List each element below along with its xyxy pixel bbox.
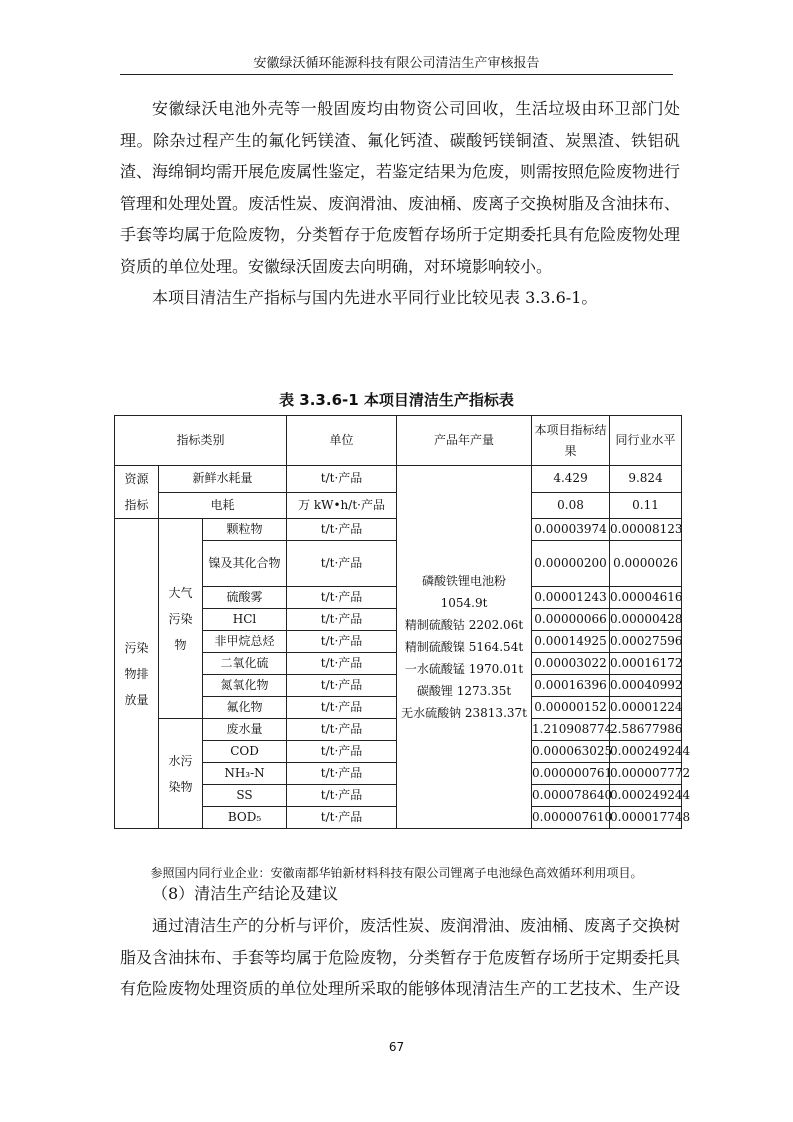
project-value-cell: 0.00014925 bbox=[532, 631, 610, 653]
project-value-cell: 0.00003974 bbox=[532, 519, 610, 541]
unit-cell: t/t·产品 bbox=[287, 631, 397, 653]
industry-value-cell: 0.000249244 bbox=[610, 741, 682, 763]
unit-cell: t/t·产品 bbox=[287, 741, 397, 763]
industry-value-cell: 0.0000026 bbox=[610, 541, 682, 587]
industry-value-cell: 0.11 bbox=[610, 492, 682, 519]
product-output-line: 精制硫酸镍 5164.54t bbox=[404, 640, 524, 654]
indicator-name: 氮氧化物 bbox=[203, 675, 287, 697]
section-heading: （8）清洁生产结论及建议 bbox=[152, 884, 339, 903]
project-value-cell: 0.000063025 bbox=[532, 741, 610, 763]
table-caption: 表 3.3.6-1 本项目清洁生产指标表 bbox=[279, 391, 514, 409]
project-value-cell: 4.429 bbox=[532, 466, 610, 493]
indicator-name: 氟化物 bbox=[203, 697, 287, 719]
project-value-cell: 0.00000200 bbox=[532, 541, 610, 587]
project-value-cell: 0.00003022 bbox=[532, 653, 610, 675]
indicator-name: 颗粒物 bbox=[203, 519, 287, 541]
project-value-cell: 1.210908774 bbox=[532, 719, 610, 741]
group-water: 水污染物 bbox=[159, 719, 203, 829]
project-value-cell: 0.00001243 bbox=[532, 587, 610, 609]
project-value-cell: 0.08 bbox=[532, 492, 610, 519]
industry-value-cell: 9.824 bbox=[610, 466, 682, 493]
industry-value-cell: 0.000007772 bbox=[610, 763, 682, 785]
indicator-name: 镍及其化合物 bbox=[203, 541, 287, 587]
indicator-name: NH₃-N bbox=[203, 763, 287, 785]
project-value-cell: 0.00000152 bbox=[532, 697, 610, 719]
group-resource: 资源指标 bbox=[115, 466, 159, 519]
product-output-line: 磷酸铁锂电池粉 bbox=[422, 574, 507, 588]
unit-cell: t/t·产品 bbox=[287, 763, 397, 785]
unit-cell: 万 kW•h/t·产品 bbox=[287, 492, 397, 519]
industry-value-cell: 0.00001224 bbox=[610, 697, 682, 719]
paragraph-solid-waste: 安徽绿沃电池外壳等一般固废均由物资公司回收，生活垃圾由环卫部门处理。除杂过程产生的氟化钙镁渣、氟化钙渣、碳酸钙镁铜渣、炭黑渣、铁铝矾渣、海绵铜均需开展危废属性鉴定，若鉴定结果为危废，则需按照危险废物进行管理和处理处置。废活性炭、废润滑油、废油桶、废离子交换树脂及含油抹布、手套等均属于危险废物，分类暂存于危废暂存场所于定期委托具有危险废物处理资质的单位处理。安徽绿沃固废去向明确，对环境影响较小。 bbox=[120, 99, 681, 276]
header-output: 产品年产量 bbox=[397, 416, 532, 466]
product-output-line: 精制硫酸钴 2202.06t bbox=[404, 618, 524, 632]
paragraph-conclusion: 通过清洁生产的分析与评价，废活性炭、废润滑油、废油桶、废离子交换树脂及含油抹布、手套等均属于危险废物，分类暂存于危废暂存场所于定期委托具有危险废物处理资质的单位处理所采取的能够体现清洁生产的工艺技术、生产设 bbox=[120, 916, 681, 998]
table-note: 参照国内同行业企业：安徽南都华铂新材料科技有限公司锂离子电池绿色高效循环利用项目。 bbox=[150, 866, 643, 880]
indicator-name: 硫酸雾 bbox=[203, 587, 287, 609]
product-output-line: 无水硫酸钠 23813.37t bbox=[401, 706, 527, 720]
product-output-line: 一水硫酸锰 1970.01t bbox=[404, 662, 524, 676]
project-value-cell: 0.00000066 bbox=[532, 609, 610, 631]
project-value-cell: 0.00016396 bbox=[532, 675, 610, 697]
unit-cell: t/t·产品 bbox=[287, 785, 397, 807]
industry-value-cell: 2.58677986 bbox=[610, 719, 682, 741]
industry-value-cell: 0.00040992 bbox=[610, 675, 682, 697]
paragraph-table-intro: 本项目清洁生产指标与国内先进水平同行业比较见表 3.3.6-1。 bbox=[152, 288, 598, 307]
industry-value-cell: 0.000017748 bbox=[610, 807, 682, 829]
group-air: 大气污染物 bbox=[159, 519, 203, 719]
unit-cell: t/t·产品 bbox=[287, 609, 397, 631]
indicator-name: 废水量 bbox=[203, 719, 287, 741]
header-project-result: 本项目指标结果 bbox=[532, 416, 610, 466]
page-number: 67 bbox=[388, 1040, 405, 1054]
unit-cell: t/t·产品 bbox=[287, 466, 397, 493]
industry-value-cell: 0.00016172 bbox=[610, 653, 682, 675]
header-unit: 单位 bbox=[287, 416, 397, 466]
indicator-name: SS bbox=[203, 785, 287, 807]
indicator-name: 新鲜水耗量 bbox=[159, 466, 287, 493]
unit-cell: t/t·产品 bbox=[287, 653, 397, 675]
industry-value-cell: 0.000249244 bbox=[610, 785, 682, 807]
product-output-cell bbox=[397, 466, 532, 829]
table-header-row bbox=[115, 416, 682, 466]
indicator-name: HCl bbox=[203, 609, 287, 631]
product-output-line: 1054.9t bbox=[440, 596, 488, 610]
industry-value-cell: 0.00004616 bbox=[610, 587, 682, 609]
unit-cell: t/t·产品 bbox=[287, 697, 397, 719]
indicator-name: 非甲烷总烃 bbox=[203, 631, 287, 653]
header-category: 指标类别 bbox=[115, 416, 287, 466]
project-value-cell: 0.000000761 bbox=[532, 763, 610, 785]
header-title: 安徽绿沃循环能源科技有限公司清洁生产审核报告 bbox=[253, 56, 540, 71]
indicator-name: BOD₅ bbox=[203, 807, 287, 829]
header-rule bbox=[120, 74, 673, 75]
industry-value-cell: 0.00027596 bbox=[610, 631, 682, 653]
header-industry-level: 同行业水平 bbox=[610, 416, 682, 466]
project-value-cell: 0.000078640 bbox=[532, 785, 610, 807]
project-value-cell: 0.000007610 bbox=[532, 807, 610, 829]
unit-cell: t/t·产品 bbox=[287, 719, 397, 741]
table-row bbox=[115, 466, 682, 493]
unit-cell: t/t·产品 bbox=[287, 807, 397, 829]
unit-cell: t/t·产品 bbox=[287, 519, 397, 541]
industry-value-cell: 0.00008123 bbox=[610, 519, 682, 541]
unit-cell: t/t·产品 bbox=[287, 587, 397, 609]
group-emission: 污染物排放量 bbox=[115, 519, 159, 829]
indicator-name: COD bbox=[203, 741, 287, 763]
industry-value-cell: 0.00000428 bbox=[610, 609, 682, 631]
product-output-line: 碳酸锂 1273.35t bbox=[416, 684, 512, 698]
cleaner-production-index-table bbox=[114, 415, 691, 829]
unit-cell: t/t·产品 bbox=[287, 541, 397, 587]
unit-cell: t/t·产品 bbox=[287, 675, 397, 697]
indicator-name: 二氧化硫 bbox=[203, 653, 287, 675]
indicator-name: 电耗 bbox=[159, 492, 287, 519]
